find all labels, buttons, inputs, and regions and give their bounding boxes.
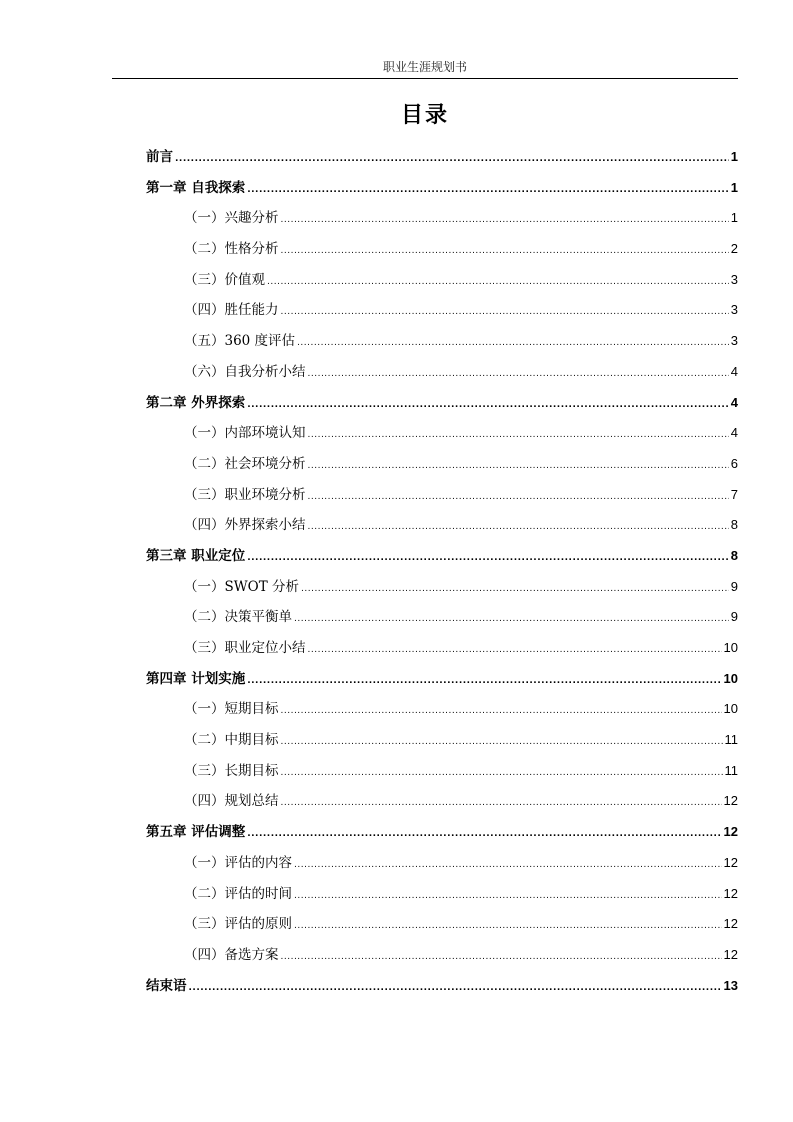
toc-section-entry[interactable]: [146, 602, 738, 633]
toc-page-number: 10: [723, 640, 738, 655]
toc-page-number: 12: [723, 946, 738, 962]
toc-entry-label: （三）价值观: [184, 271, 265, 288]
toc-section-entry[interactable]: [146, 909, 738, 940]
toc-entry-label: （一）兴趣分析: [184, 210, 279, 227]
toc-leader-dots: [281, 942, 722, 973]
toc-page-number: 10: [723, 670, 738, 686]
header-divider: [112, 78, 738, 79]
toc-chapter-entry[interactable]: [146, 971, 738, 1002]
toc-section-entry[interactable]: [146, 786, 738, 817]
toc-section-entry[interactable]: [146, 203, 738, 234]
toc-page-number: 11: [724, 762, 738, 778]
toc-page-number: 4: [730, 363, 738, 379]
toc-page-number: 4: [730, 425, 738, 441]
toc-page-number: 1: [730, 149, 738, 164]
toc-entry-label: （一）短期目标: [184, 701, 279, 718]
toc-section-entry[interactable]: [146, 694, 738, 725]
toc-page-number: 11: [724, 732, 738, 748]
toc-entry-label: （二）社会环境分析: [184, 455, 306, 472]
toc-section-entry[interactable]: [146, 449, 738, 480]
toc-leader-dots: [297, 328, 729, 359]
toc-section-entry[interactable]: [146, 295, 738, 326]
toc-entry-label: 结束语: [146, 977, 187, 994]
toc-page-number: 9: [730, 609, 738, 625]
toc-leader-dots: [308, 482, 729, 513]
toc-section-entry[interactable]: [146, 510, 738, 541]
toc-leader-dots: [308, 420, 729, 451]
toc-entry-label: （四）备选方案: [184, 946, 279, 963]
toc-page-number: 9: [730, 578, 738, 594]
toc-entry-label: （四）胜任能力: [184, 302, 279, 319]
toc-entry-label: 第三章 职业定位: [146, 547, 246, 564]
toc-entry-label: （二）评估的时间: [184, 885, 292, 902]
toc-leader-dots: [294, 911, 722, 942]
toc-page-number: 10: [723, 701, 738, 717]
toc-leader-dots: [308, 512, 729, 543]
toc-section-entry[interactable]: [146, 326, 738, 357]
toc-section-entry[interactable]: [146, 234, 738, 265]
toc-entry-label: 第五章 评估调整: [146, 824, 246, 841]
toc-section-entry[interactable]: [146, 879, 738, 910]
toc-page-number: 7: [730, 486, 738, 502]
toc-page-number: 1: [730, 179, 738, 195]
toc-chapter-entry[interactable]: [146, 142, 738, 173]
toc-entry-label: （三）职业环境分析: [184, 486, 306, 503]
toc-leader-dots: [247, 390, 729, 421]
toc-leader-dots: [281, 788, 722, 819]
toc-page-number: 12: [723, 793, 738, 809]
toc-entry-label: （四）规划总结: [184, 793, 279, 810]
toc-entry-label: （五）360 度评估: [184, 333, 296, 350]
toc-section-entry[interactable]: [146, 357, 738, 388]
toc-leader-dots: [247, 175, 729, 206]
toc-entry-label: （二）性格分析: [184, 241, 279, 258]
toc-leader-dots: [301, 574, 729, 605]
toc-leader-dots: [308, 451, 729, 482]
toc-entry-label: （二）中期目标: [184, 732, 279, 749]
toc-page-number: 8: [730, 517, 738, 533]
toc-entry-label: （四）外界探索小结: [184, 517, 306, 534]
toc-page-number: 4: [730, 394, 738, 410]
toc-entry-label: （一）评估的内容: [184, 854, 292, 871]
toc-page-number: 8: [730, 547, 738, 563]
toc-section-entry[interactable]: [146, 848, 738, 879]
toc-entry-label: （六）自我分析小结: [184, 363, 306, 380]
toc-section-entry[interactable]: [146, 756, 738, 787]
toc-entry-label: （三）评估的原则: [184, 916, 292, 933]
toc-chapter-entry[interactable]: [146, 541, 738, 572]
toc-leader-dots: [267, 267, 729, 298]
toc-page-number: 6: [730, 455, 738, 471]
toc-page-number: 3: [730, 333, 738, 349]
toc-page-number: 12: [723, 854, 738, 870]
toc-section-entry[interactable]: [146, 725, 738, 756]
toc-leader-dots: [189, 973, 722, 1004]
table-of-contents: [146, 142, 738, 1001]
toc-leader-dots: [247, 819, 721, 850]
toc-chapter-entry[interactable]: [146, 173, 738, 204]
toc-page-number: 3: [730, 302, 738, 318]
toc-page-number: 12: [723, 885, 738, 901]
toc-section-entry[interactable]: [146, 418, 738, 449]
toc-entry-label: （一）内部环境认知: [184, 425, 306, 442]
toc-leader-dots: [247, 666, 721, 697]
toc-leader-dots: [294, 881, 722, 912]
toc-section-entry[interactable]: [146, 265, 738, 296]
toc-chapter-entry[interactable]: [146, 388, 738, 419]
toc-leader-dots: [281, 205, 729, 236]
toc-page-number: 3: [730, 271, 738, 287]
toc-title: 目录: [400, 102, 449, 128]
toc-section-entry[interactable]: [146, 572, 738, 603]
toc-leader-dots: [247, 543, 729, 574]
toc-entry-label: 前言: [146, 149, 173, 165]
toc-page-number: 1: [730, 210, 738, 226]
toc-leader-dots: [308, 635, 722, 666]
toc-section-entry[interactable]: [146, 633, 738, 664]
toc-page-number: 2: [730, 241, 738, 257]
toc-page-number: 13: [723, 977, 738, 993]
toc-page-number: 12: [723, 824, 738, 840]
toc-entry-label: 第二章 外界探索: [146, 394, 246, 411]
toc-leader-dots: [308, 359, 729, 390]
toc-entry-label: （一）SWOT 分析: [184, 578, 299, 595]
toc-entry-label: （三）职业定位小结: [184, 640, 306, 656]
toc-leader-dots: [281, 758, 723, 789]
toc-entry-label: （三）长期目标: [184, 762, 279, 779]
toc-leader-dots: [281, 727, 723, 758]
toc-entry-label: 第四章 计划实施: [146, 670, 246, 687]
toc-chapter-entry[interactable]: [146, 817, 738, 848]
toc-section-entry[interactable]: [146, 940, 738, 971]
toc-leader-dots: [281, 297, 729, 328]
toc-leader-dots: [281, 696, 722, 727]
toc-leader-dots: [175, 144, 729, 175]
toc-entry-label: （二）决策平衡单: [184, 609, 292, 626]
page-header: 职业生涯规划书: [382, 60, 467, 74]
toc-chapter-entry[interactable]: [146, 664, 738, 695]
toc-entry-label: 第一章 自我探索: [146, 179, 246, 196]
toc-leader-dots: [294, 850, 722, 881]
toc-page-number: 12: [723, 916, 738, 932]
toc-leader-dots: [281, 236, 729, 267]
toc-section-entry[interactable]: [146, 480, 738, 511]
toc-leader-dots: [294, 604, 729, 635]
